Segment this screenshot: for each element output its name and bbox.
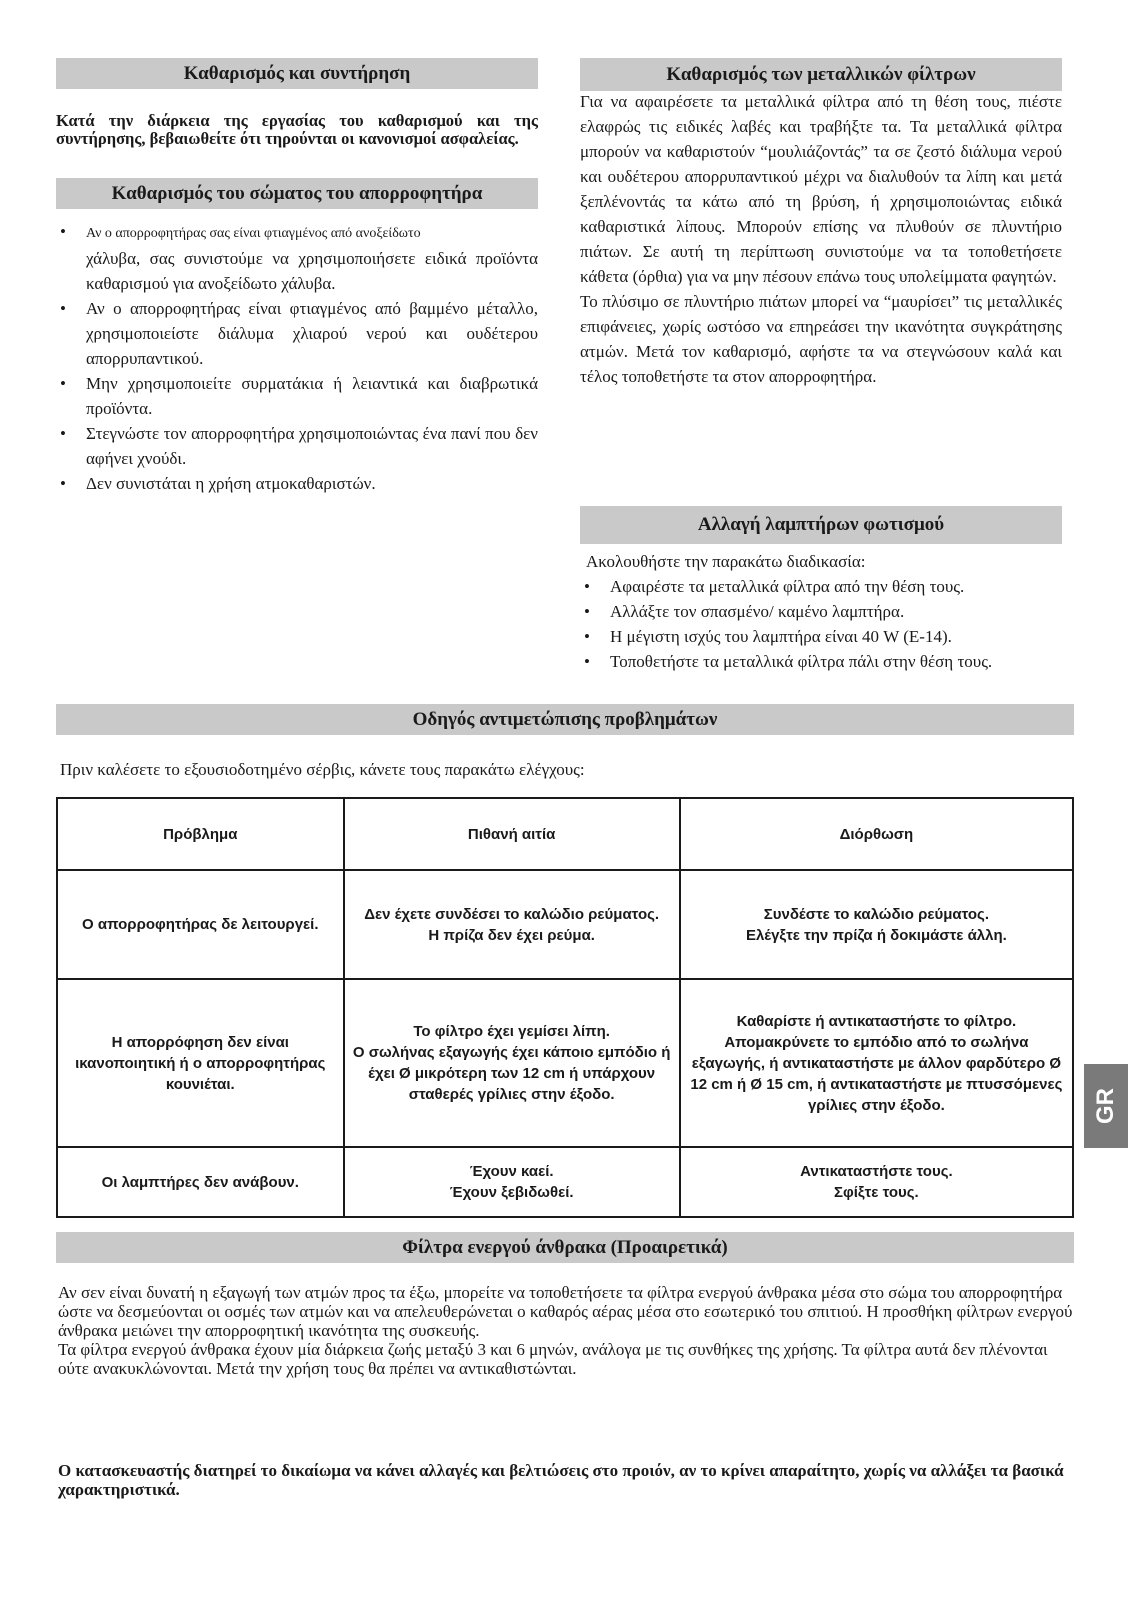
troubleshooting-intro: Πριν καλέσετε το εξουσιοδοτημένο σέρβις, κάνετε τους παρακάτω ελέγχους: xyxy=(60,760,585,779)
fix-cell: Συνδέστε το καλώδιο ρεύματος. Ελέγξτε την πρίζα ή δοκιμάστε άλλη. xyxy=(680,870,1073,979)
steps-intro: Ακολουθήστε την παρακάτω διαδικασία: xyxy=(586,552,866,571)
column-header-problem: Πρόβλημα xyxy=(57,798,344,870)
problem-cell: Ο απορροφητήρας δε λειτουργεί. xyxy=(57,870,344,979)
list-item: • Τοποθετήστε τα μεταλλικά φίλτρα πάλι στην θέση τους. xyxy=(580,649,1062,674)
list-item: • Αν ο απορροφητήρας είναι φτιαγμένος από βαμμένο μέταλλο, χρησιμοποιείστε διάλυμα χλιαρού νερού και ουδέτερου απορρυπαντικού. xyxy=(56,296,538,371)
section-heading-lamp-change: Αλλαγή λαμπτήρων φωτισμού xyxy=(580,506,1062,544)
body-cleaning-list xyxy=(56,219,538,496)
column-header-fix: Διόρθωση xyxy=(680,798,1073,870)
language-tab xyxy=(1084,1064,1128,1148)
manufacturer-disclaimer: Ο κατασκευαστής διατηρεί το δικαίωμα να κάνει αλλαγές και βελτιώσεις στο προιόν, αν το κρίνει απαραίτητο, χωρίς να αλλάξει τα βασικά χαρακτηριστικά. xyxy=(58,1461,1064,1499)
section-heading-metal-filters: Καθαρισμός των μεταλλικών φίλτρων xyxy=(580,58,1062,91)
paragraph: Αν σεν είναι δυνατή η εξαγωγή των ατμών προς τα έξω, μπορείτε να τοποθετήσετε τα φίλτρα ενεργού άνθρακα μέσα στο σώμα του απορροφητήρα ώστε να δεσμεύονται οι οσμές των ατμών και να απελευθερώνεται ο καθαρός αέρας μέσα στο εσωτερικό του σπιτιού. Η προσθήκη φίλτρων ενεργού άνθρακα μειώνει την απορροφητική ικανότητα της συσκευής. xyxy=(58,1283,1073,1340)
language-code: GR xyxy=(1092,1088,1119,1124)
table-row xyxy=(57,870,1073,979)
paragraph: Το πλύσιμο σε πλυντήριο πιάτων μπορεί να “μαυρίσει” τις μεταλλικές επιφάνειες, χωρίς ωστόσο να επηρεάσει την ικανότητα συγκράτησης ατμών. Μετά τον καθαρισμό, αφήστε τα να στεγνώσουν καλά και τέλος τοποθετήστε τα στον απορροφητήρα. xyxy=(580,292,1062,386)
carbon-filters-text xyxy=(58,1283,1074,1378)
list-item: • Αν ο απορροφητήρας σας είναι φτιαγμένος από ανοξείδωτο χάλυβα, σας συνιστούμε να χρησιμοποιήσετε ειδικά προϊόντα καθαρισμού για ανοξείδωτο χάλυβα. xyxy=(56,219,538,296)
safety-intro: Κατά την διάρκεια της εργασίας του καθαρισμού και της συντήρησης, βεβαιωθείτε ότι τηρούνται οι κανονισμοί ασφαλείας. xyxy=(56,111,538,148)
list-item: • Αφαιρέστε τα μεταλλικά φίλτρα από την θέση τους. xyxy=(580,574,1062,599)
cause-cell: Έχουν καεί. Έχουν ξεβιδωθεί. xyxy=(344,1147,680,1217)
fix-cell: Αντικαταστήστε τους. Σφίξτε τους. xyxy=(680,1147,1073,1217)
problem-cell: Οι λαμπτήρες δεν ανάβουν. xyxy=(57,1147,344,1217)
paragraph: Τα φίλτρα ενεργού άνθρακα έχουν μία διάρκεια ζωής μεταξύ 3 και 6 μηνών, ανάλογα με τις συνθήκες της χρήσης. Τα φίλτρα αυτά δεν πλένονται ούτε ανακυκλώνονται. Μετά την χρήση τους θα πρέπει να αντικαθιστώνται. xyxy=(58,1340,1048,1378)
table-row xyxy=(57,979,1073,1147)
paragraph: Για να αφαιρέσετε τα μεταλλικά φίλτρα από τη θέση τους, πιέστε ελαφρώς τις ειδικές λαβές και τραβήξτε τα. Τα μεταλλικά φίλτρα μπορούν να καθαριστούν “μουλιάζοντάς” τα σε ζεστό διάλυμα νερού και ουδέτερου απορρυπαντικού μέχρι να διαλυθούν τα λίπη και μετά ξεπλένοντάς τα κάτω από τη βρύση, ή χρησιμοποιώντας ειδικά καθαριστικά λίπους. Μπορούν επίσης να πλυθούν σε πλυντήριο πιάτων. Σε αυτή τη περίπτωση συνιστούμε να τα τοποθετήσετε κάθετα (όρθια) για να μην πέσουν επάνω τους υπολείμματα φαγητών. xyxy=(580,92,1062,286)
cause-cell: Το φίλτρο έχει γεμίσει λίπη. Ο σωλήνας εξαγωγής έχει κάποιο εμπόδιο ή έχει Ø μικρότερη των 12 cm ή υπάρχουν σταθερές γρίλιες στην έξοδο. xyxy=(344,979,680,1147)
fix-cell: Καθαρίστε ή αντικαταστήστε το φίλτρο. Απομακρύνετε το εμπόδιο από το σωλήνα εξαγωγής, ή αντικαταστήστε με άλλον φαρδύτερο Ø 12 cm ή Ø 15 cm, ή αντικαταστήστε με πτυσσόμενες γρίλιες στην έξοδο. xyxy=(680,979,1073,1147)
column-header-cause: Πιθανή αιτία xyxy=(344,798,680,870)
section-heading-body-cleaning: Καθαρισμός του σώματος του απορροφητήρα xyxy=(56,178,538,209)
list-item: • Αλλάξτε τον σπασμένο/ καμένο λαμπτήρα. xyxy=(580,599,1062,624)
section-heading-cleaning: Καθαρισμός και συντήρηση xyxy=(56,58,538,89)
metal-filters-text xyxy=(580,89,1062,389)
lamp-change-steps xyxy=(580,549,1062,674)
section-heading-carbon-filters: Φίλτρα ενεργού άνθρακα (Προαιρετικά) xyxy=(56,1232,1074,1263)
list-item: • Δεν συνιστάται η χρήση ατμοκαθαριστών. xyxy=(56,471,538,496)
list-item: • Η μέγιστη ισχύς του λαμπτήρα είναι 40 W (E-14). xyxy=(580,624,1062,649)
section-heading-troubleshooting: Οδηγός αντιμετώπισης προβλημάτων xyxy=(56,704,1074,735)
list-item: • Στεγνώστε τον απορροφητήρα χρησιμοποιώντας ένα πανί που δεν αφήνει χνούδι. xyxy=(56,421,538,471)
table-header-row xyxy=(57,798,1073,870)
problem-cell: Η απορρόφηση δεν είναι ικανοποιητική ή ο απορροφητήρας κουνιέται. xyxy=(57,979,344,1147)
troubleshooting-table xyxy=(56,797,1074,1218)
cause-cell: Δεν έχετε συνδέσει το καλώδιο ρεύματος. Η πρίζα δεν έχει ρεύμα. xyxy=(344,870,680,979)
list-item: • Μην χρησιμοποιείτε συρματάκια ή λειαντικά και διαβρωτικά προϊόντα. xyxy=(56,371,538,421)
table-row xyxy=(57,1147,1073,1217)
